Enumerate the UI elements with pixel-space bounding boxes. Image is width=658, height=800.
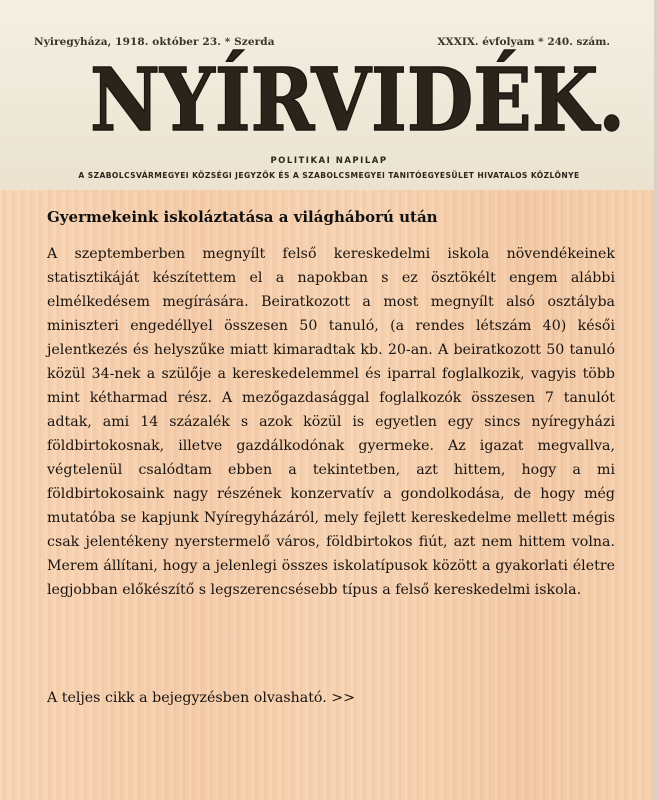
masthead-date-line: Nyiregyháza, 1918. október 23. * Szerda [34,36,275,48]
newspaper-masthead [0,0,658,190]
read-more-link[interactable]: A teljes cikk a bejegyzésben olvasható. >> [47,690,355,706]
article-panel [0,190,658,800]
masthead-title: NYÍRVIDÉK. [90,50,625,151]
masthead-official-gazette-line: A SZABOLCSVÁRMEGYEI KÖZSÉGI JEGYZŐK ÉS A SZABOLCSMEGYEI TANITÓEGYESÜLET HIVATALOS KÖZLÖNYE [78,171,580,180]
right-border [654,0,658,800]
masthead-title-logo [90,52,630,152]
masthead-issue-line: XXXIX. évfolyam * 240. szám. [437,36,610,48]
article-body: A szeptemberben megnyílt felső kereskedelmi iskola növendékeinek statisztikáját készítettem el a napokban s ez ösztökélt engem alábbi elmélkedésem megírására. Beiratkozott a most megnyílt alsó osztályba miniszteri engedéllyel összesen 50 tanuló, (a rendes létszám 40) késői jelentkezés és helyszűke miatt kimaradtak kb. 20-an. A beiratkozott 50 tanuló közül 34-nek a szülője a kereskedelemmel és iparral foglalkozik, vagyis több mint kétharmad rész. A mezőgazdasággal foglalkozók összesen 7 tanulót adtak, ami 14 százalék s azok közül is egyetlen egy sincs nyíregyházi földbirtokosnak, illetve gazdálkodónak gyermeke. Az igazat megvallva, végtelenül csalódtam ebben a tekintetben, azt hittem, hogy a mi földbirtokosaink nagy részének konzervatív a gondolkodása, de hogy még mutatóba se kapjunk Nyíregyházáról, mely fejlett kereskedelme mellett mégis csak jelentékeny nyerstermelő város, földbirtokos fiút, azt nem hittem volna. Merem állítani, hogy a jelenlegi összes iskolatípusok között a gyakorlati életre legjobban előkészítő s legszerencsésebb típus a felső kereskedelmi iskola. [47,246,615,598]
masthead-subtitle: POLITIKAI NAPILAP [270,156,388,166]
article-title: Gyermekeink iskoláztatása a világháború után [47,208,438,226]
masthead-title-svg [90,52,630,152]
